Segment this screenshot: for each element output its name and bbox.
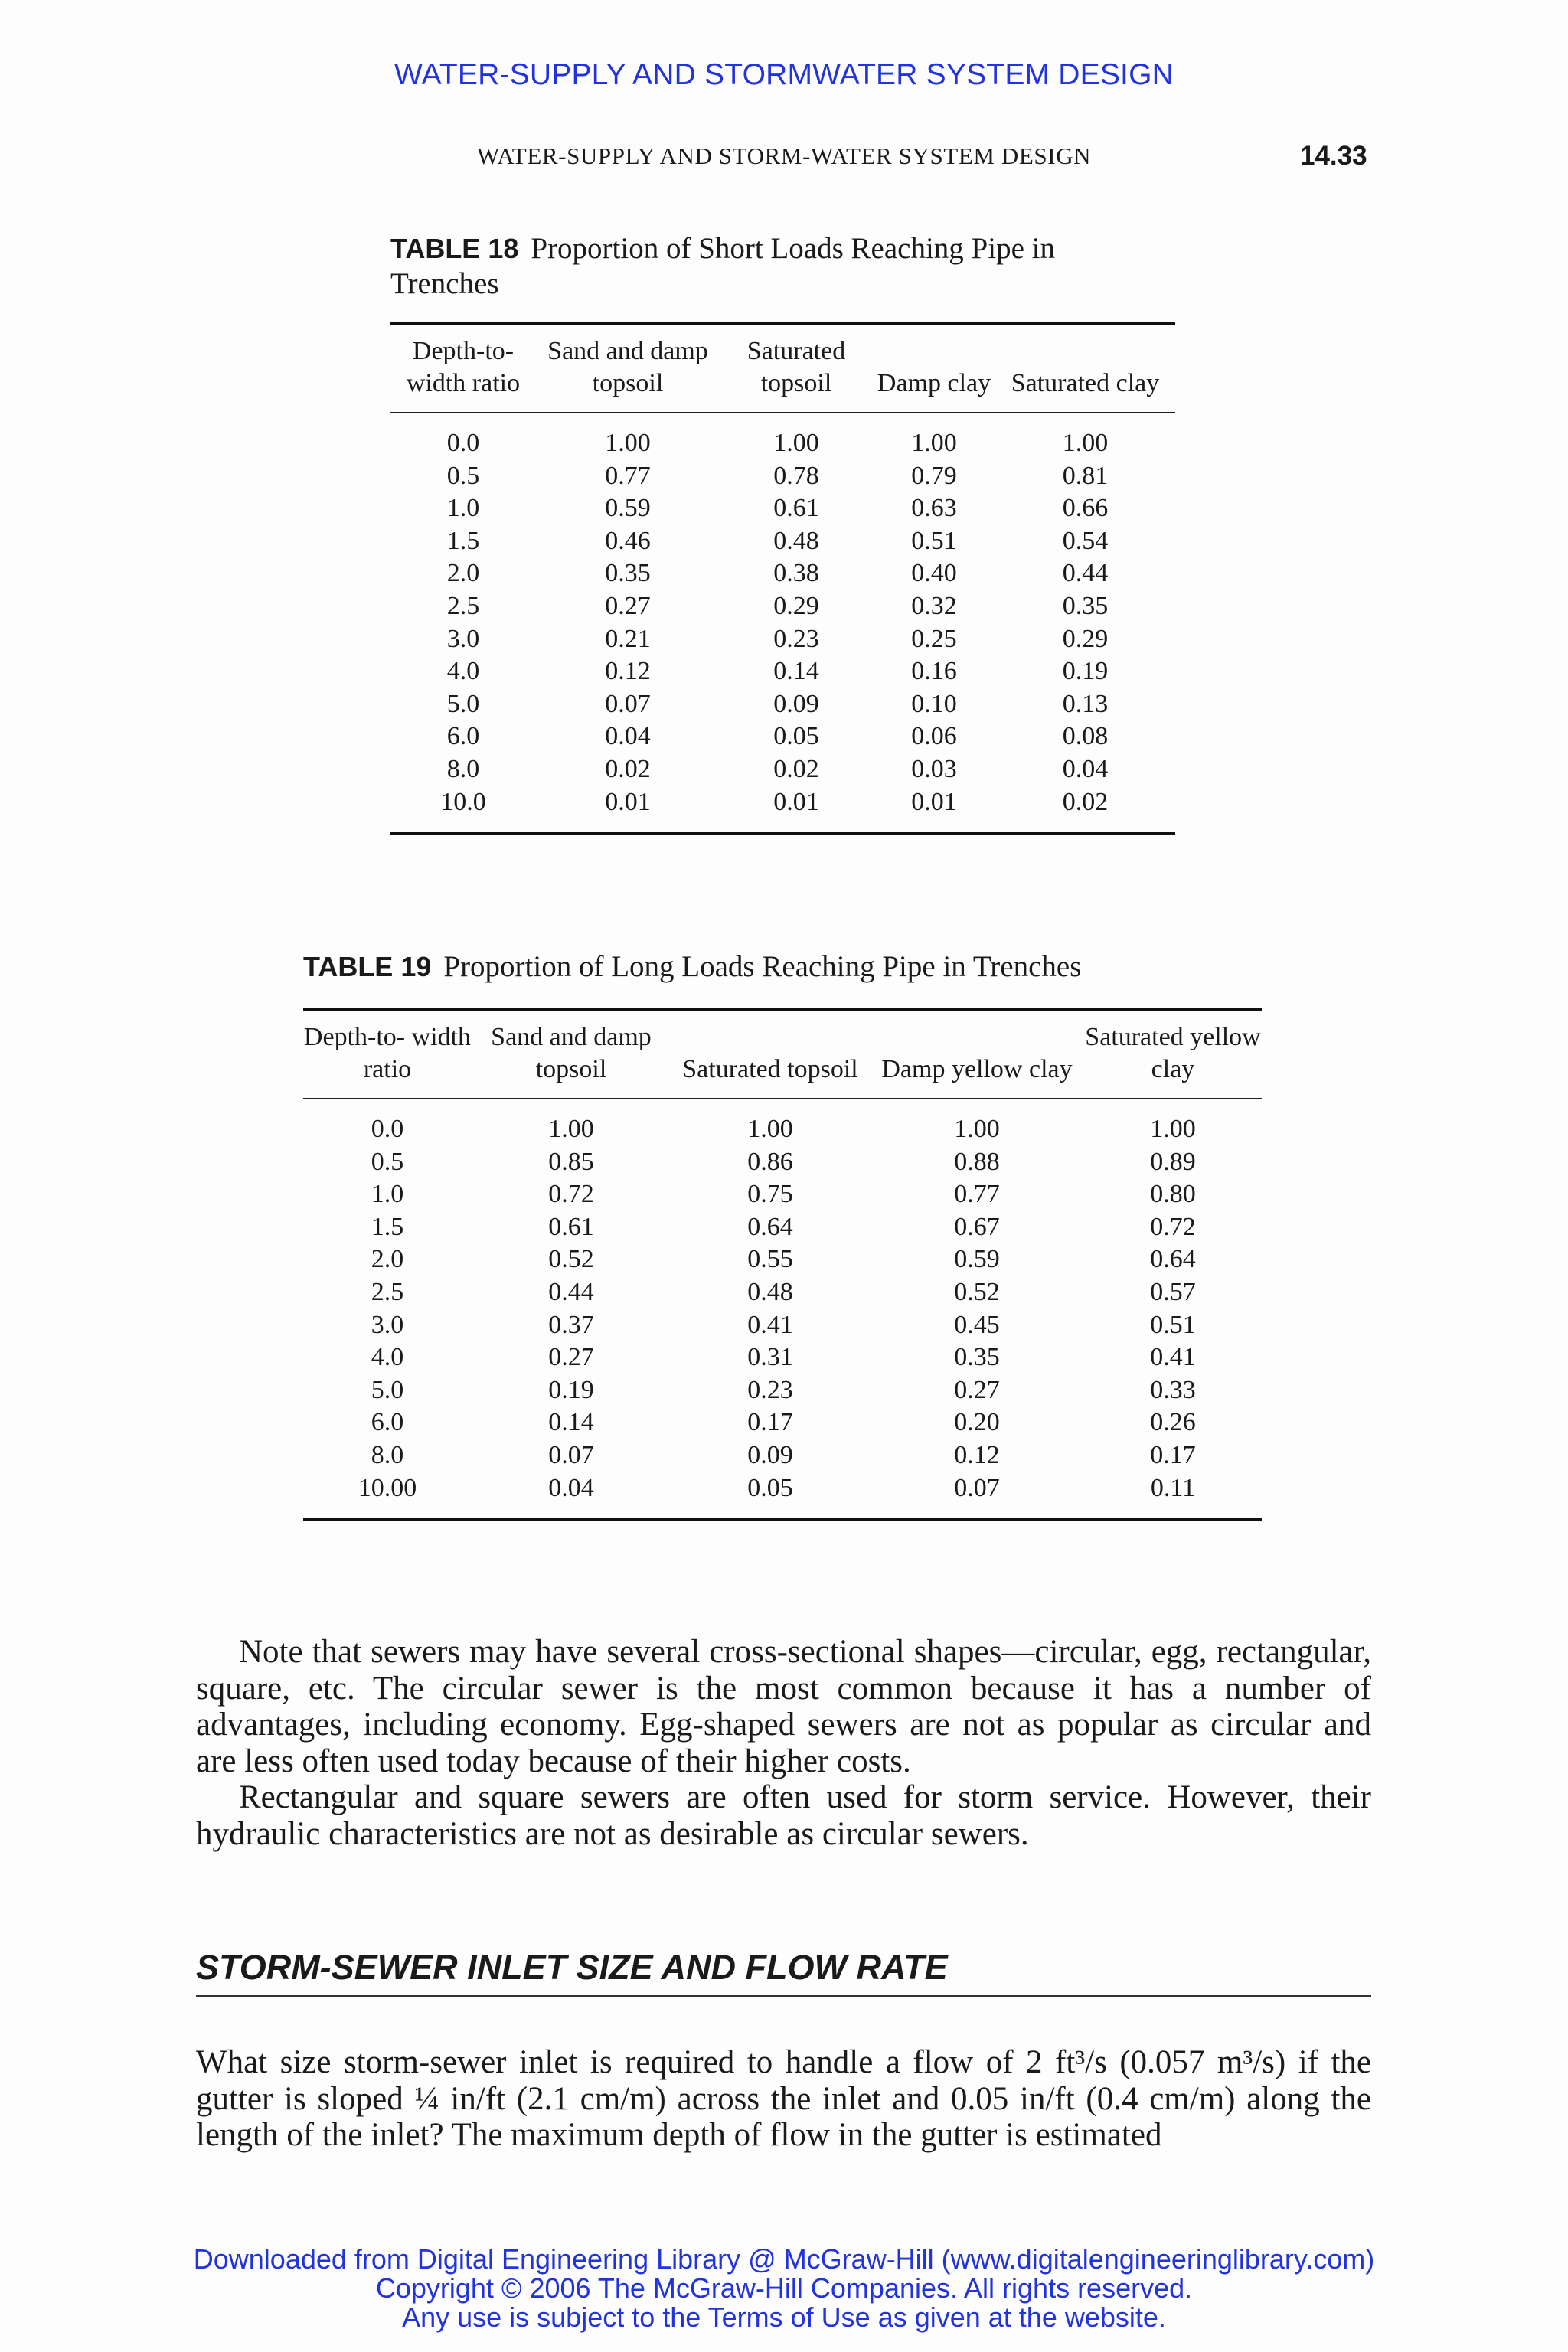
table-cell: 10.00 xyxy=(358,1473,417,1502)
table-cell: 0.35 xyxy=(1062,591,1109,620)
footer-line-terms[interactable]: Any use is subject to the Terms of Use as given at the website. xyxy=(402,2301,1166,2333)
table-row xyxy=(303,1243,1262,1276)
table-cell: 0.66 xyxy=(1062,494,1109,523)
table-cell: 1.00 xyxy=(1150,1115,1196,1143)
table-cell: 0.02 xyxy=(1062,787,1109,816)
table-cell: 0.88 xyxy=(954,1147,1000,1176)
table-cell: 2.0 xyxy=(446,559,480,588)
table-cell: 0.79 xyxy=(911,461,957,490)
table-cell: 0.23 xyxy=(747,1375,793,1404)
table-cell: 0.01 xyxy=(773,787,819,816)
table-cell: 0.06 xyxy=(911,722,957,751)
table-row xyxy=(390,413,1175,460)
table-cell: 0.27 xyxy=(954,1375,1000,1404)
table-cell: 0.35 xyxy=(605,559,651,588)
table-cell: 0.61 xyxy=(773,494,819,523)
table-cell: 0.0 xyxy=(446,429,480,457)
table-row xyxy=(303,1099,1262,1146)
paragraph: Rectangular and square sewers are often used for storm service. However, their hydraulic characteristics are not as desirable as circular sewers. xyxy=(196,1779,1371,1852)
table-cell: 0.64 xyxy=(747,1212,793,1241)
table-cell: 1.5 xyxy=(371,1212,404,1241)
table-row xyxy=(390,786,1175,835)
table-cell: 0.67 xyxy=(954,1212,1000,1241)
table-cell: 1.00 xyxy=(548,1115,594,1143)
table-cell: 0.12 xyxy=(605,657,651,686)
table-cell: 0.25 xyxy=(911,624,957,653)
table-cell: 0.08 xyxy=(1062,722,1109,751)
table-cell: 2.5 xyxy=(371,1277,404,1306)
table-cell: 0.52 xyxy=(548,1245,594,1274)
running-head: WATER-SUPPLY AND STORM-WATER SYSTEM DESIGN xyxy=(476,142,1092,169)
table18-header-cell: Depth-to- width ratio xyxy=(406,337,521,397)
table-cell: 0.23 xyxy=(773,624,819,653)
table-cell: 0.51 xyxy=(1150,1310,1196,1339)
table-cell: 0.27 xyxy=(548,1343,594,1372)
table-cell: 0.04 xyxy=(1062,754,1109,783)
table-cell: 0.55 xyxy=(747,1245,793,1274)
table18-header-cell: Sand and damp topsoil xyxy=(547,337,708,397)
table-cell: 10.0 xyxy=(440,787,486,816)
table-cell: 8.0 xyxy=(446,754,480,783)
section-heading: STORM-SEWER INLET SIZE AND FLOW RATE xyxy=(196,1948,1371,1997)
table-cell: 0.33 xyxy=(1150,1375,1196,1404)
table-cell: 0.29 xyxy=(1062,624,1109,653)
table-cell: 0.12 xyxy=(954,1440,1000,1469)
table18-header-cell: Damp clay xyxy=(877,369,991,397)
table-row xyxy=(303,1178,1262,1211)
table-cell: 0.26 xyxy=(1150,1408,1196,1437)
table19-caption xyxy=(303,949,1298,985)
table19-header-cell: Sand and damp topsoil xyxy=(491,1023,652,1083)
table19-title: Proportion of Long Loads Reaching Pipe in Trenches xyxy=(443,950,1082,983)
table-cell: 2.0 xyxy=(371,1245,404,1274)
table-row xyxy=(390,557,1175,590)
table-cell: 0.29 xyxy=(773,591,819,620)
table-cell: 1.00 xyxy=(747,1115,793,1143)
table-cell: 0.63 xyxy=(911,494,957,523)
table-cell: 0.17 xyxy=(747,1408,793,1437)
table-cell: 0.46 xyxy=(605,526,651,555)
table-cell: 0.52 xyxy=(954,1277,1000,1306)
table18-caption xyxy=(390,231,1156,302)
table-row xyxy=(303,1472,1262,1521)
table-cell: 1.00 xyxy=(773,429,819,457)
table-cell: 0.5 xyxy=(446,461,480,490)
table-cell: 0.20 xyxy=(954,1408,1000,1437)
footer xyxy=(0,2245,1568,2332)
table-cell: 6.0 xyxy=(371,1408,404,1437)
table-cell: 5.0 xyxy=(446,689,480,718)
body-paragraphs xyxy=(196,1634,1371,1852)
table19-body xyxy=(303,1099,1262,1520)
table-row xyxy=(303,1211,1262,1244)
table18-body xyxy=(390,413,1175,834)
table-cell: 0.17 xyxy=(1150,1440,1196,1469)
table-cell: 0.10 xyxy=(911,689,957,718)
table-cell: 0.77 xyxy=(605,461,651,490)
table-cell: 0.77 xyxy=(954,1180,1000,1209)
table-cell: 0.41 xyxy=(747,1310,793,1339)
table-cell: 3.0 xyxy=(446,624,480,653)
table-cell: 0.41 xyxy=(1150,1343,1196,1372)
table-cell: 6.0 xyxy=(446,722,480,751)
table-cell: 2.5 xyxy=(446,591,480,620)
table-cell: 0.16 xyxy=(911,657,957,686)
table-cell: 0.02 xyxy=(773,754,819,783)
table-row xyxy=(390,460,1175,493)
table-cell: 0.02 xyxy=(605,754,651,783)
table-cell: 0.07 xyxy=(605,689,651,718)
table-cell: 0.05 xyxy=(747,1473,793,1502)
table-cell: 0.03 xyxy=(911,754,957,783)
table-cell: 0.09 xyxy=(773,689,819,718)
table-row xyxy=(390,720,1175,753)
table19-header-cell: Depth-to- width ratio xyxy=(303,1023,472,1083)
section-paragraph: What size storm-sewer inlet is required to handle a flow of 2 ft³/s (0.057 m³/s) if the gutter is sloped ¼ in/ft (2.1 cm/m) across the inlet and 0.05 in/ft (0.4 cm/m) along the length of the inlet? The maximum depth of flow in the gutter is estimated xyxy=(196,2044,1371,2153)
section-body xyxy=(196,2044,1371,2154)
table-cell: 0.72 xyxy=(548,1180,594,1209)
table-cell: 0.27 xyxy=(605,591,651,620)
table-cell: 1.00 xyxy=(911,429,957,457)
table-cell: 1.00 xyxy=(954,1115,1000,1143)
table-cell: 1.00 xyxy=(605,429,651,457)
table-cell: 0.01 xyxy=(911,787,957,816)
table-cell: 0.0 xyxy=(371,1115,404,1143)
table-cell: 0.89 xyxy=(1150,1147,1196,1176)
table-cell: 1.00 xyxy=(1062,429,1109,457)
table-cell: 0.01 xyxy=(605,787,651,816)
table-cell: 1.0 xyxy=(446,494,480,523)
table-cell: 0.51 xyxy=(911,526,957,555)
table-cell: 0.45 xyxy=(954,1310,1000,1339)
paragraph: Note that sewers may have several cross-sectional shapes—circular, egg, rectangular, square, etc. The circular sewer is the most common because it has a number of advantages, including economy. Egg-shaped sewers are not as popular as circular and are less often used today because of their higher costs. xyxy=(196,1634,1371,1779)
table19-header xyxy=(303,1009,1262,1099)
table-cell: 0.5 xyxy=(371,1147,404,1176)
table-row xyxy=(303,1439,1262,1472)
top-banner: WATER-SUPPLY AND STORMWATER SYSTEM DESIGN xyxy=(394,58,1174,91)
table-cell: 0.54 xyxy=(1062,526,1109,555)
table-cell: 0.37 xyxy=(548,1310,594,1339)
table-cell: 0.35 xyxy=(954,1343,1000,1372)
table-cell: 0.61 xyxy=(548,1212,594,1241)
table-cell: 4.0 xyxy=(446,657,480,686)
table-row xyxy=(390,753,1175,786)
table18-header-cell: Saturated clay xyxy=(1011,369,1160,397)
table18-title: Proportion of Short Loads Reaching Pipe in Trenches xyxy=(390,232,1055,300)
footer-line-download[interactable]: Downloaded from Digital Engineering Library @ McGraw-Hill (www.digitalengineeringlibrary.com) xyxy=(193,2243,1375,2275)
table-cell: 0.11 xyxy=(1150,1473,1196,1502)
table-cell: 0.05 xyxy=(773,722,819,751)
table-cell: 0.04 xyxy=(548,1473,594,1502)
table-cell: 0.75 xyxy=(747,1180,793,1209)
table19-label: TABLE 19 xyxy=(303,951,432,982)
table-row xyxy=(390,623,1175,656)
table-cell: 4.0 xyxy=(371,1343,404,1372)
table-cell: 0.13 xyxy=(1062,689,1109,718)
table-cell: 0.48 xyxy=(747,1277,793,1306)
table18 xyxy=(390,322,1175,835)
table-cell: 0.38 xyxy=(773,559,819,588)
table-cell: 0.40 xyxy=(911,559,957,588)
table-cell: 0.80 xyxy=(1150,1180,1196,1209)
table-row xyxy=(390,655,1175,688)
table-row xyxy=(303,1341,1262,1374)
table18-label: TABLE 18 xyxy=(390,233,519,264)
table-row xyxy=(303,1309,1262,1342)
table-cell: 0.21 xyxy=(605,624,651,653)
table-cell: 0.14 xyxy=(548,1408,594,1437)
table-cell: 8.0 xyxy=(371,1440,404,1469)
table-cell: 0.81 xyxy=(1062,461,1109,490)
table-row xyxy=(303,1374,1262,1407)
table-cell: 0.44 xyxy=(548,1277,594,1306)
table-row xyxy=(390,492,1175,525)
table-cell: 0.78 xyxy=(773,461,819,490)
table-cell: 0.59 xyxy=(605,494,651,523)
table18-header xyxy=(390,323,1175,413)
table-cell: 0.57 xyxy=(1150,1277,1196,1306)
table-row xyxy=(303,1406,1262,1439)
table19-header-cell: Saturated topsoil xyxy=(682,1055,858,1083)
table-cell: 1.0 xyxy=(371,1180,404,1209)
table-cell: 0.19 xyxy=(548,1375,594,1404)
table-row xyxy=(303,1276,1262,1309)
table-cell: 0.32 xyxy=(911,591,957,620)
table19-header-cell: Saturated yellow clay xyxy=(1085,1023,1261,1083)
table-cell: 0.44 xyxy=(1062,559,1109,588)
table-cell: 1.5 xyxy=(446,526,480,555)
table-row xyxy=(390,525,1175,558)
table-cell: 0.64 xyxy=(1150,1245,1196,1274)
table-cell: 0.14 xyxy=(773,657,819,686)
table19 xyxy=(303,1008,1262,1521)
table-cell: 0.31 xyxy=(747,1343,793,1372)
footer-line-copyright: Copyright © 2006 The McGraw-Hill Companies. All rights reserved. xyxy=(375,2272,1193,2304)
page-number: 14.33 xyxy=(1300,141,1367,171)
table-cell: 0.09 xyxy=(747,1440,793,1469)
table-cell: 0.72 xyxy=(1150,1212,1196,1241)
table-cell: 0.07 xyxy=(548,1440,594,1469)
table-cell: 0.04 xyxy=(605,722,651,751)
table-row xyxy=(303,1146,1262,1179)
table-cell: 0.07 xyxy=(954,1473,1000,1502)
table-cell: 0.48 xyxy=(773,526,819,555)
table-cell: 5.0 xyxy=(371,1375,404,1404)
table-cell: 0.85 xyxy=(548,1147,594,1176)
table-row xyxy=(390,688,1175,721)
table-cell: 3.0 xyxy=(371,1310,404,1339)
table19-header-cell: Damp yellow clay xyxy=(881,1055,1073,1083)
table-row xyxy=(390,590,1175,623)
table-cell: 0.59 xyxy=(954,1245,1000,1274)
table-cell: 0.19 xyxy=(1062,657,1109,686)
table18-header-cell: Saturated topsoil xyxy=(746,337,846,397)
table-cell: 0.86 xyxy=(747,1147,793,1176)
